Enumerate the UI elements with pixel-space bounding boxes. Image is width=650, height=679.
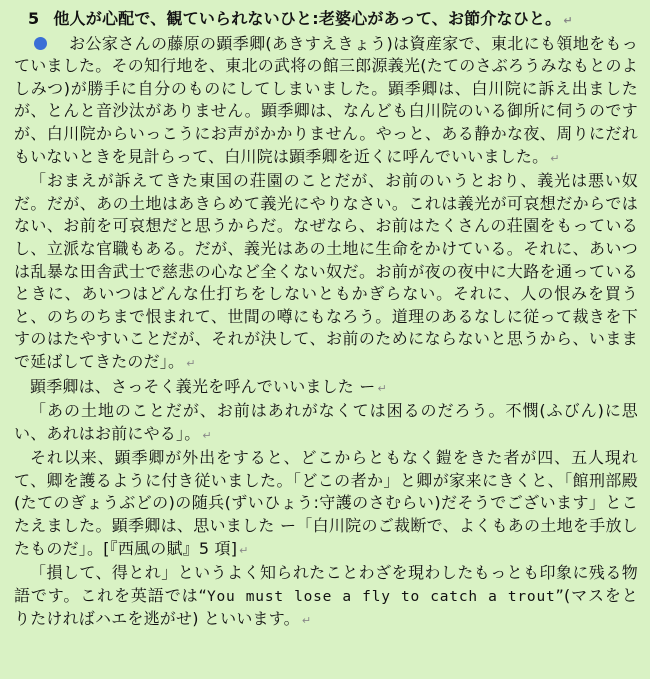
paragraph-mark-icon: ↵ [563,14,573,27]
section-heading [28,8,638,33]
paragraph-5-text: それ以来、顕季卿が外出をすると、どこからともなく鎧をきた者が四、五人現れて、卿を護るように付き従いました。「どこの者か」と卿が家来にきくと、「館刑部殿(たてのぎょうぶどの)の随兵(ずいひょう:守護のさむらい)だそうでございます」とこたえました。顕季卿は、思いました ー「白川院のご裁断で、よくもあの土地を手放したものだ」。[『西風の賦』5 項] [14,448,638,558]
paragraph-mark-icon: ↵ [202,428,212,442]
paragraph-mark-icon: ↵ [186,356,196,370]
paragraph-5 [14,447,638,562]
blue-circle-bullet-icon [34,37,47,50]
paragraph-mark-icon: ↵ [301,614,312,628]
paragraph-6-text-after: ”(マスをとりたければハエを逃がせ) といいます。 [14,585,638,629]
section-title: 他人が心配で、観ていられないひと:老婆心があって、お節介なひと。 [53,9,562,28]
paragraph-3-text: 顕季卿は、さっそく義光を呼んでいいました ー [30,376,376,396]
paragraph-mark-icon: ↵ [550,151,560,165]
paragraph-mark-icon: ↵ [239,543,249,557]
paragraph-mark-icon: ↵ [377,381,387,395]
section-number: 5 [28,9,40,28]
english-proverb: You must lose a fly to catch a trout [206,588,556,605]
paragraph-6 [14,562,638,633]
paragraph-2 [14,170,638,375]
paragraph-1-text: お公家さんの藤原の顕季卿(あきすえきょう)は資産家で、東北にも領地をもっていました。その知行地を、東北の武将の館三郎源義光(たてのさぶろうみなもとのよしみつ)が勝手に自分のものにしてしまいました。顕季卿は、白川院に訴え出ましたが、とんと音沙汰がありません。顕季卿は、なんども白川院のいる御所に伺うのですが、白川院からいっこうにお声がかかりません。やっと、ある静かな夜、周りにだれもいないときを見計らって、白川院は顕季卿を近くに呼んでいいました。 [14,33,638,166]
paragraph-4-text: 「あの土地のことだが、お前はあれがなくては困るのだろう。不憫(ふびん)に思い、あれはお前にやる」。 [14,401,638,443]
paragraph-4 [14,400,638,447]
paragraph-1 [14,33,638,171]
paragraph-6-text-before: 「損して、得とれ」というよく知られたことわざを現わしたもっとも印象に残る物語です。これを英語では“ [14,563,638,605]
paragraph-3 [14,376,638,401]
paragraph-2-text: 「おまえが訴えてきた東国の荘園のことだが、お前のいうとおり、義光は悪い奴だ。だが、あの土地はあきらめて義光にやりなさい。これは義光が可哀想だからではない、お前を可哀想だと思うからだ。なぜなら、お前はたくさんの荘園をもっているし、立派な官職もある。だが、義光はあの土地に生命をかけている。それに、あいつは乱暴な田舎武士で慈悲の心など全くない奴だ。お前が夜の夜中に大路を通っているときに、あいつはどんな仕打ちをしないともかぎらない。それに、人の恨みを買うと、のちのちまで恨まれて、世間の噂にもなろう。道理のあるなしに従って裁きを下すのはたやすいことだが、それが決して、お前のためにならないと思うから、いままで延ばしてきたのだ」。 [14,171,638,371]
